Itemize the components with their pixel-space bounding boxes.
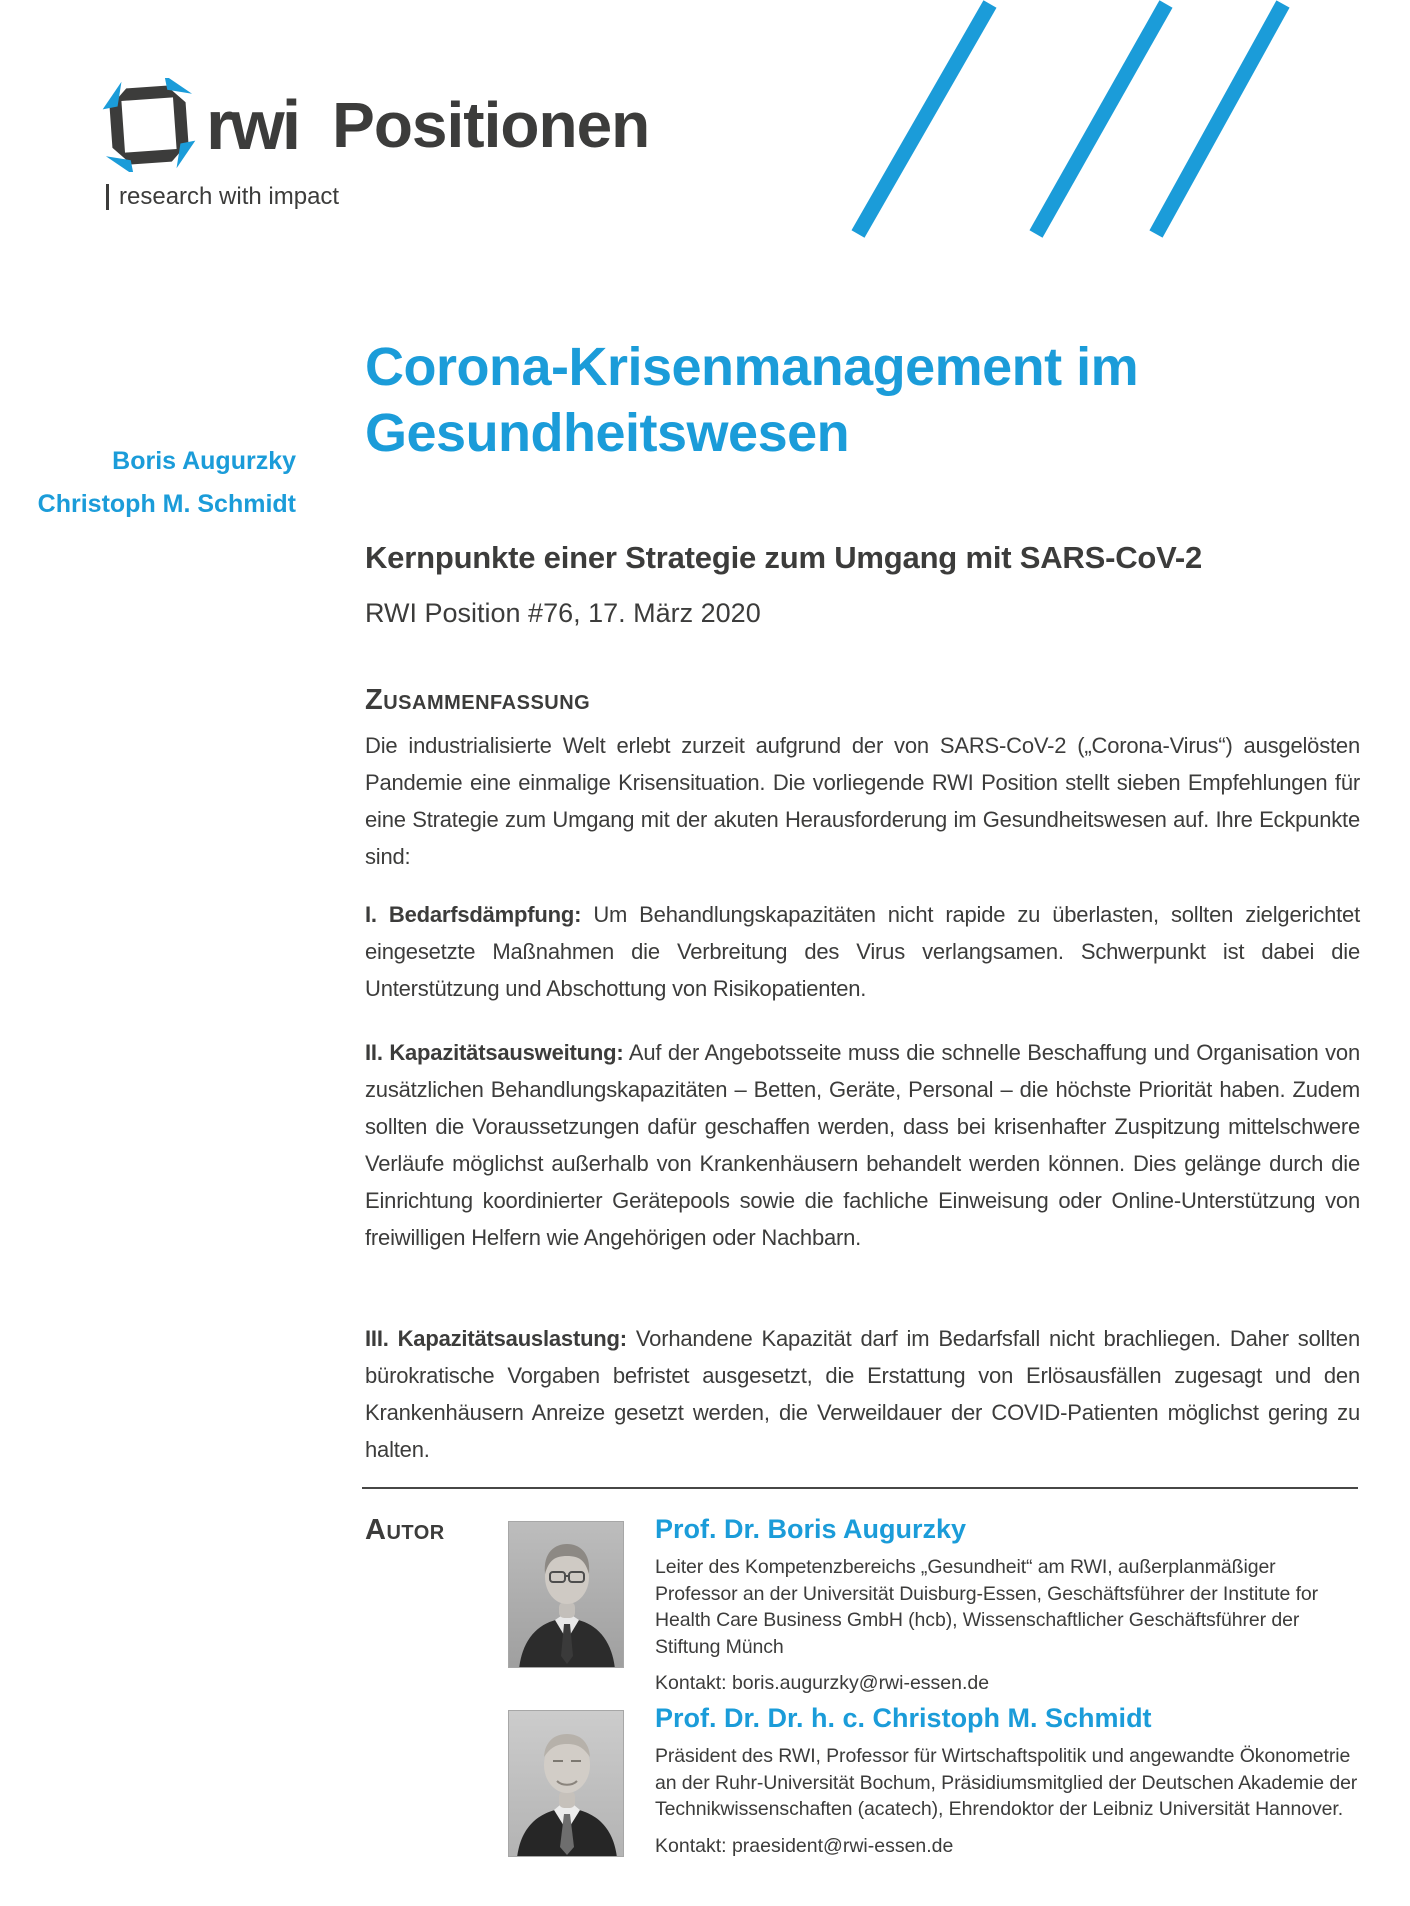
page-title-line-2: Gesundheitswesen [365, 403, 850, 463]
summary-point-1-text: Um Behandlungskapazitäten nicht rapide zu überlasten, sollten zielgerichtet eingesetzte Maßnahmen die Verbreitung des Virus verlangsamen. Schwerpunkt ist dabei die Unterstützung und Abschottung von Risikopatienten. [365, 902, 1360, 1001]
sidebar-author-2: Christoph M. Schmidt [37, 490, 296, 518]
author-1-bio: Leiter des Kompetenzbereichs „Gesundheit“ am RWI, außerplanmäßiger Professor an der Universität Duisburg-Essen, Geschäftsführer der Institute for Health Care Business GmbH (hcb), Wissenschaftlicher Geschäftsführer der Stiftung Münch [655, 1556, 1319, 1658]
page-title [365, 334, 1375, 466]
summary-intro-paragraph: Die industrialisierte Welt erlebt zurzeit aufgrund der von SARS-CoV-2 („Corona-Virus“) ausgelösten Pandemie eine einmalige Krisensituation. Die vorliegende RWI Position stellt sieben Empfehlungen für eine Strategie zum Umgang mit der akuten Herausforderung im Gesundheitswesen auf. Ihre Eckpunkte sind: [365, 733, 1360, 869]
summary-heading: Zusammenfassung [365, 684, 591, 716]
author-entry-1 [655, 1513, 1361, 1695]
summary-point-3-label: III. Kapazitätsauslastung: [365, 1326, 627, 1351]
author-1-contact: Kontakt: boris.augurzky@rwi-essen.de [655, 1672, 990, 1694]
summary-point-1 [365, 896, 1360, 1007]
author-entry-2 [655, 1702, 1361, 1858]
author-2-contact: Kontakt: praesident@rwi-essen.de [655, 1834, 954, 1857]
sidebar-author-1: Boris Augurzky [112, 447, 296, 475]
author-photo-boris-augurzky [508, 1521, 624, 1668]
rwi-logo-icon [102, 78, 196, 172]
portrait-placeholder-icon [509, 1522, 624, 1668]
summary-point-2-text: Auf der Angebotsseite muss die schnelle Beschaffung und Organisation von zusätzlichen Behandlungskapazitäten – Betten, Geräte, Personal – die höchste Priorität haben. Zudem sollten die Voraussetzungen dafür geschaffen werden, dass bei krisenhafter Zuspitzung mittelschwere Verläufe möglichst außerhalb von Krankenhäusern behandelt werden können. Dies gelänge durch die Einrichtung koordinierter Gerätepools sowie die fachliche Einweisung oder Online-Unterstützung von freiwilligen Helfern wie Angehörigen oder Nachbarn. [365, 1040, 1360, 1250]
author-1-name: Prof. Dr. Boris Augurzky [655, 1514, 967, 1544]
issue-and-date: RWI Position #76, 17. März 2020 [365, 598, 761, 628]
logo-series-name: Positionen [332, 89, 650, 161]
summary-point-2 [365, 1034, 1360, 1256]
sidebar-author-names [0, 449, 296, 535]
logo-tagline: research with impact [106, 184, 339, 210]
summary-point-3-text: Vorhandene Kapazität darf im Bedarfsfall nicht brachliegen. Daher sollten bürokratische Vorgaben befristet ausgesetzt, die Erstattung von Erlösausfällen zugesagt und den Krankenhäusern Anreize gesetzt werden, die Verweildauer der COVID-Patienten möglichst gering zu halten. [365, 1326, 1360, 1462]
page-subtitle: Kernpunkte einer Strategie zum Umgang mit SARS-CoV-2 [365, 540, 1203, 575]
page-title-line-1: Corona-Krisenmanagement im [365, 337, 1139, 397]
author-2-name: Prof. Dr. Dr. h. c. Christoph M. Schmidt [655, 1703, 1152, 1733]
author-photo-christoph-schmidt [508, 1710, 624, 1857]
summary-point-1-label: I. Bedarfsdämpfung: [365, 902, 582, 927]
summary-point-2-label: II. Kapazitätsausweitung: [365, 1040, 624, 1065]
section-divider-line [362, 1487, 1358, 1489]
portrait-placeholder-icon [509, 1711, 624, 1857]
rwi-logo [102, 78, 649, 172]
logo-wordmark: rwi [206, 86, 299, 164]
author-2-bio: Präsident des RWI, Professor für Wirtschaftspolitik und angewandte Ökonometrie an der Ruhr-Universität Bochum, Präsidiumsmitglied der Deutschen Akademie der Technikwissenschaften (acatech), Ehrendoktor der Leibniz Universität Hannover. [655, 1745, 1358, 1820]
summary-point-3 [365, 1320, 1360, 1468]
author-section-heading: Autor [365, 1514, 445, 1546]
